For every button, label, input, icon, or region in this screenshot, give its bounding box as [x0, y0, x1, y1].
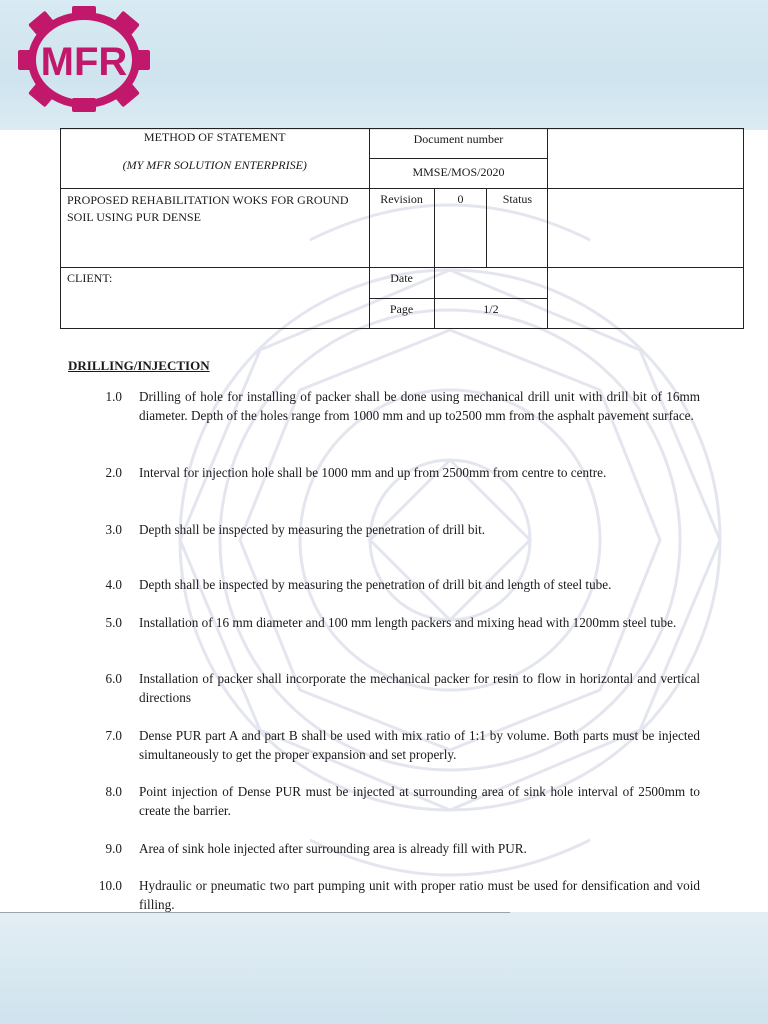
item-text: Area of sink hole injected after surrounding area is already fill with PUR. — [139, 841, 527, 856]
item-text: Dense PUR part A and part B shall be used with mix ratio of 1:1 by volume. Both parts must be injected simultaneously to get the proper expansion and set properly. — [139, 728, 700, 762]
client-cell — [61, 268, 370, 329]
item-text: Drilling of hole for installing of packer shall be done using mechanical drill unit with drill bit of 16mm diameter. Depth of the holes range from 1000 mm and up to2500 mm from the asphalt pavement surface. — [139, 389, 700, 423]
page-label: Page — [389, 302, 414, 316]
item-number: 5.0 — [105, 615, 122, 630]
item-number: 4.0 — [105, 577, 122, 592]
item-text: Depth shall be inspected by measuring the penetration of drill bit. — [139, 522, 486, 537]
item-text: Installation of packer shall incorporate the mechanical packer for resin to flow in horizontal and vertical directions — [139, 671, 700, 705]
doc-number-value-cell — [369, 159, 548, 189]
project-cell — [61, 189, 370, 268]
item-text: Installation of 16 mm diameter and 100 mm length packers and mixing head with 1200mm steel tube. — [139, 615, 677, 630]
client-label: CLIENT: — [67, 271, 113, 285]
date-value-cell — [434, 268, 548, 299]
footer-blank-cell — [548, 268, 744, 329]
item-text: Depth shall be inspected by measuring the penetration of drill bit and length of steel tube. — [139, 577, 612, 592]
document-title: METHOD OF STATEMENT — [143, 130, 286, 144]
item-number: 3.0 — [105, 522, 122, 537]
item-text: Point injection of Dense PUR must be injected at surrounding area of sink hole interval of 2500mm to create the barrier. — [139, 784, 700, 818]
item-text: Interval for injection hole shall be 1000 mm and up from 2500mm from centre to centre. — [139, 465, 607, 480]
revision-value-cell — [434, 189, 487, 268]
doc-number-label: Document number — [413, 132, 504, 146]
page-value: 1/2 — [483, 302, 499, 316]
section-title: DRILLING/INJECTION — [68, 358, 210, 373]
date-value — [435, 268, 548, 274]
item-number: 6.0 — [105, 671, 122, 686]
footer-background — [0, 912, 768, 1024]
mfr-logo — [14, 2, 154, 116]
status-label: Status — [502, 192, 533, 206]
status-value-cell — [548, 189, 744, 268]
project-title: PROPOSED REHABILITATION WOKS FOR GROUND SOIL USING PUR DENSE — [67, 193, 349, 224]
logo-text: MFR — [40, 40, 128, 84]
date-label-cell — [369, 268, 434, 299]
item-number: 10.0 — [98, 878, 122, 893]
revision-value: 0 — [457, 192, 464, 206]
item-number: 8.0 — [105, 784, 122, 799]
page-label-cell — [369, 299, 434, 329]
status-value — [548, 189, 743, 195]
item-number: 2.0 — [105, 465, 122, 480]
item-text: Hydraulic or pneumatic two part pumping unit with proper ratio must be used for densification and void filling. — [139, 878, 700, 912]
revision-label-cell — [369, 189, 434, 268]
item-number: 9.0 — [105, 841, 122, 856]
doc-number-label-cell — [369, 129, 548, 159]
document-subtitle: (MY MFR SOLUTION ENTERPRISE) — [122, 158, 307, 172]
doc-number-value: MMSE/MOS/2020 — [412, 165, 505, 179]
status-label-cell — [487, 189, 548, 268]
date-label: Date — [390, 271, 413, 285]
title-cell — [61, 129, 370, 189]
document-header-table — [60, 128, 744, 329]
item-number: 7.0 — [105, 728, 122, 743]
page-value-cell — [434, 299, 548, 329]
header-blank-cell — [548, 129, 744, 189]
item-number: 1.0 — [105, 389, 122, 404]
revision-label: Revision — [380, 192, 423, 206]
